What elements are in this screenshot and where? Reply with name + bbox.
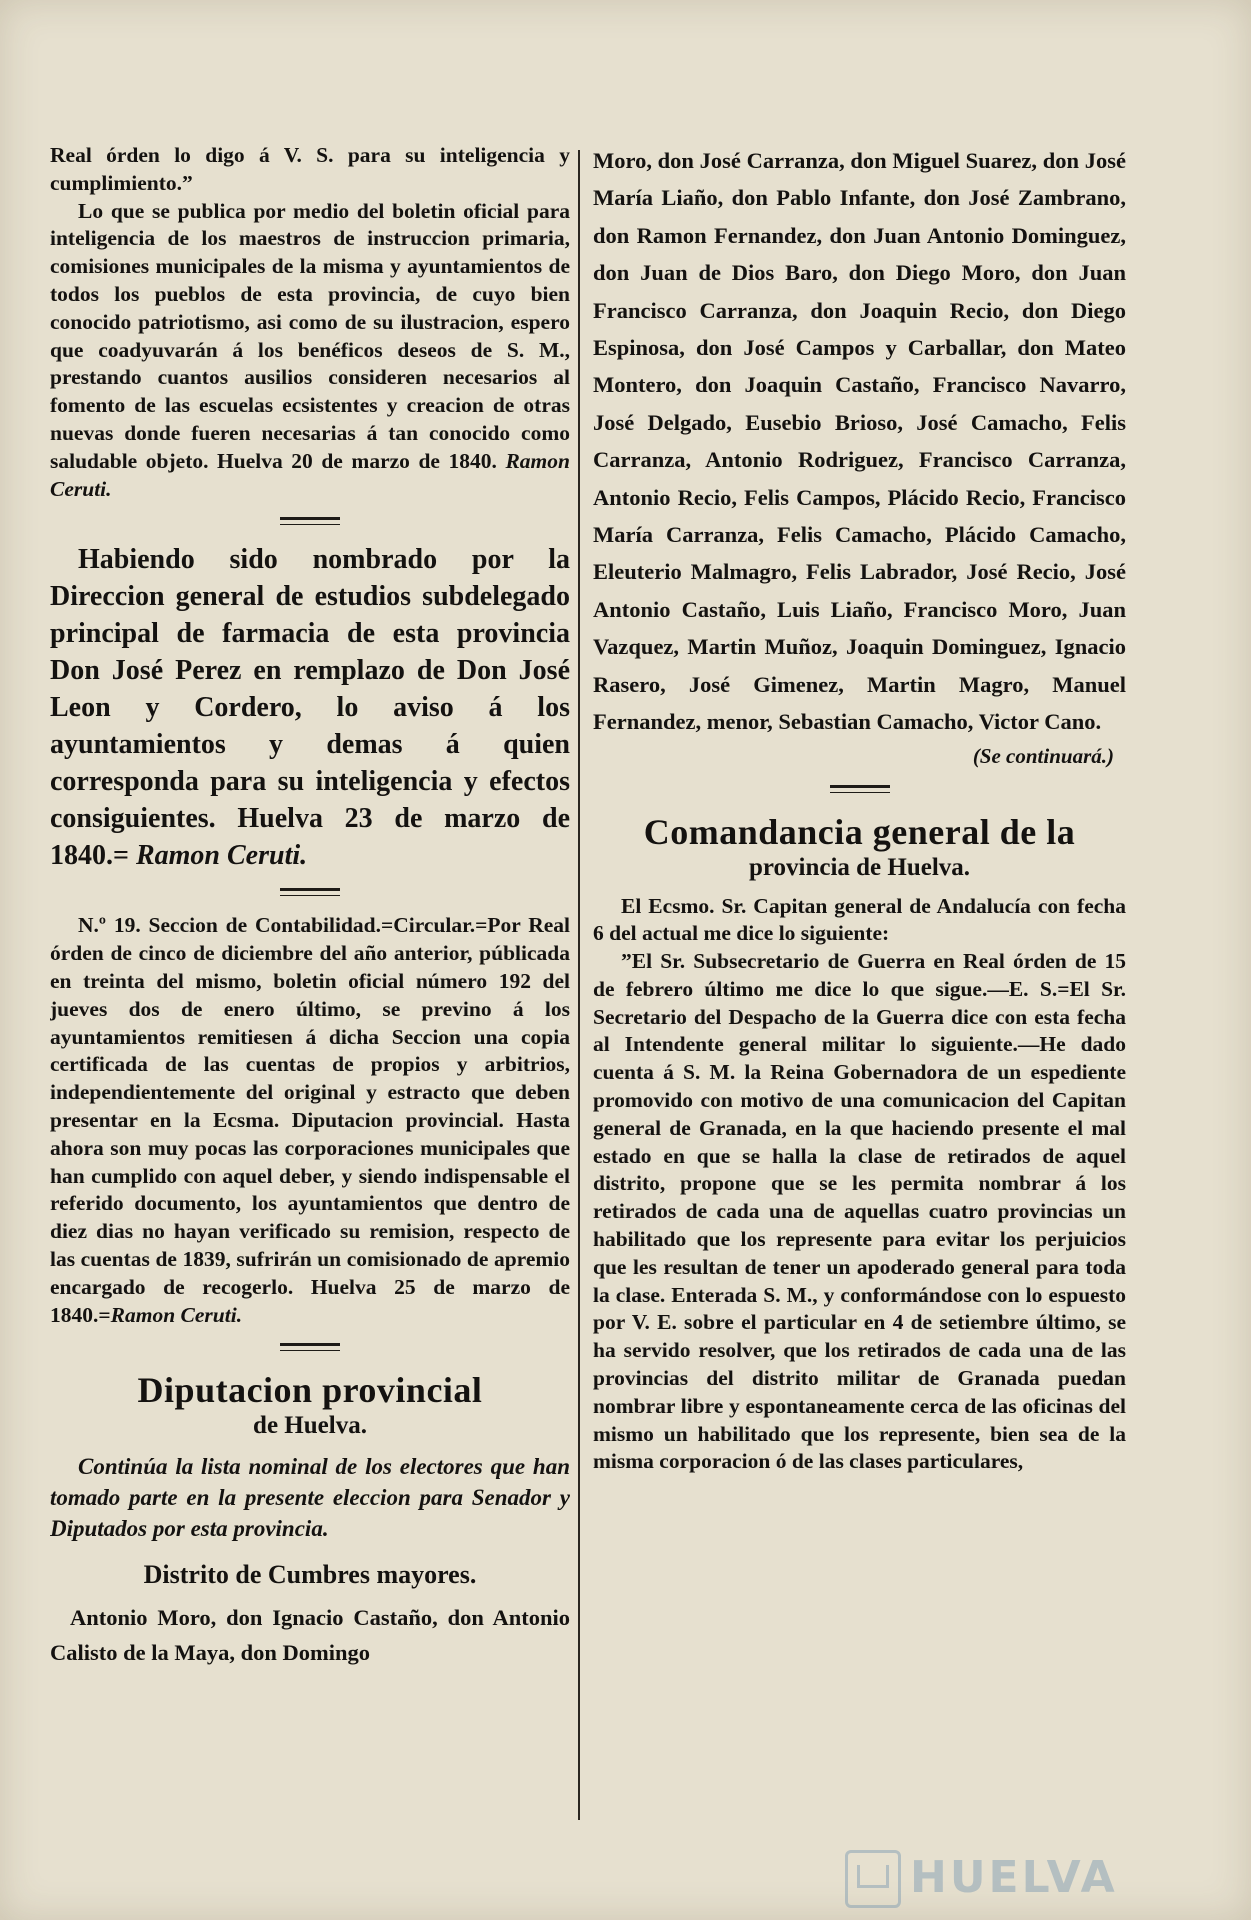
paragraph-real-orden: Real órden lo digo á V. S. para su inteligencia y cumplimiento.” — [50, 143, 570, 195]
separator — [593, 783, 1126, 797]
separator — [50, 886, 570, 900]
watermark — [840, 1850, 1220, 1906]
separator — [50, 1341, 570, 1355]
signature: Ramon Ceruti. — [110, 1302, 243, 1327]
paragraph-contabilidad — [50, 912, 570, 1329]
section-title-comandancia: Comandancia general de la — [643, 811, 1076, 852]
left-column — [50, 142, 570, 1842]
paragraph-contabilidad-text: Seccion de Contabilidad.=Circular.=Por Real órden de cinco de diciembre del año anterior, públicada en treinta del mismo, boletin oficial número 192 del jueves dos de enero último, se previno á los ayuntamientos remitiesen á dicha Seccion una copia certificada de las cuentas de propios y arbitrios, independientemente del original y estracto que deben presentar en la Ecsma. Diputacion provincial. Hasta ahora son muy pocas las corporaciones municipales que han cumplido con aquel deber, y siendo indispensable el referido documento, los ayuntamientos que dentro de diez dias no hayan verificado su remision, respecto de las cuentas de 1839, sufrirán un comisionado de apremio encargado de recogerlo. Huelva 25 de marzo de 1840.= — [50, 913, 570, 1327]
electors-list-right: Moro, don José Carranza, don Miguel Suarez, don José María Liaño, don Pablo Infante, don José Zambrano, don Ramon Fernandez, don Juan Antonio Dominguez, don Juan de Dios Baro, don Diego Moro, don Juan Francisco Carranza, don Joaquin Recio, don Diego Espinosa, don José Campos y Carballar, don Mateo Montero, don Joaquin Castaño, Francisco Navarro, José Delgado, Eusebio Brioso, José Camacho, Felis Carranza, Antonio Rodriguez, Francisco Carranza, Antonio Recio, Felis Campos, Plácido Recio, Francisco María Carranza, Felis Camacho, Plácido Camacho, Eleuterio Malmagro, Felis Labrador, José Recio, José Antonio Castaño, Luis Liaño, Francisco Moro, Juan Vazquez, Martin Muñoz, Joaquin Dominguez, Ignacio Rasero, José Gimenez, Martin Magro, Manuel Fernandez, menor, Sebastian Camacho, Victor Cano. — [593, 148, 1126, 735]
right-column — [593, 142, 1126, 1842]
paragraph-farmacia — [50, 541, 570, 874]
column-divider — [578, 150, 580, 1820]
signature: Ramon Ceruti. — [135, 840, 308, 872]
paragraph-farmacia-text: Habiendo sido nombrado por la Direccion general de estudios subdelegado principal de farmacia de esta provincia Don José Perez en remplazo de Don José Leon y Cordero, lo aviso á los ayuntamientos y demas á quien corresponda para su inteligencia y efectos consiguientes. Huelva 23 de marzo de 1840.= — [50, 544, 570, 872]
signature: Ramon Ceruti. — [50, 448, 570, 501]
paragraph-boletin-text: Lo que se publica por medio del boletin oficial para inteligencia de los maestros de instruccion primaria, comisiones municipales de la misma y ayuntamientos de todos los pueblos de esta provincia, de cuyo bien conocido patriotismo, asi como de su ilustracion, espero que coadyuvarán á los benéficos deseos de S. M., prestando cuantos ausilios consideren necesarios al fomento de las escuelas ecsistentes y creacion de otras nuevas donde fueren necesarias á tan conocido como saludable objeto. Huelva 20 de marzo de 1840. — [50, 198, 570, 473]
section-subtitle-comandancia: provincia de Huelva. — [748, 853, 971, 881]
electors-intro: Continúa la lista nominal de los electores que han tomado parte en la presente eleccion para Senador y Diputados por esta provincia. — [50, 1454, 570, 1542]
watermark-text: HUELVA — [910, 1852, 1118, 1903]
district-heading: Distrito de Cumbres mayores. — [143, 1560, 477, 1590]
section-title-diputacion: Diputacion provincial — [137, 1370, 483, 1411]
electors-list-left: Antonio Moro, don Ignacio Castaño, don Antonio Calisto de la Maya, don Domingo — [50, 1605, 570, 1666]
paragraph-real-orden-guerra: ”El Sr. Subsecretario de Guerra en Real órden de 15 de febrero último me dice lo que sigue.—E. S.=El Sr. Secretario del Despacho de la Guerra dice con esta fecha al Intendente general militar lo siguiente.—He dado cuenta á S. M. la Reina Gobernadora de un espediente promovido con motivo de una comunicacion del Capitan general de Granada, en la que haciendo presente el mal estado en que se halla la clase de retirados de aquel distrito, propone que se les permita nombrar á los retirados de cada una de aquellas cuatro provincias un habilitado que los represente para evitar los perjuicios que les resultan de tener un apoderado general para toda la clase. Enterada S. M., y conformándose con lo espuesto por V. E. sobre el particular en 4 de setiembre último, se ha servido resolver, que los retirados de cada una de las provincias del distrito militar de Granada puedan nombrar libre y espontaneamente cerca de las oficinas del mismo un habilitado que los represente, bien sea de la misma corporacion ó de las clases particulares, — [593, 949, 1126, 1474]
paragraph-boletin — [50, 198, 570, 504]
continued-note: (Se continuará.) — [972, 743, 1114, 768]
item-number: N.º 19. — [78, 913, 141, 938]
separator — [50, 515, 570, 529]
section-subtitle-diputacion: de Huelva. — [253, 1412, 367, 1440]
paragraph-capitan-general: El Ecsmo. Sr. Capitan general de Andalucía con fecha 6 del actual me dice lo siguiente: — [593, 893, 1126, 946]
